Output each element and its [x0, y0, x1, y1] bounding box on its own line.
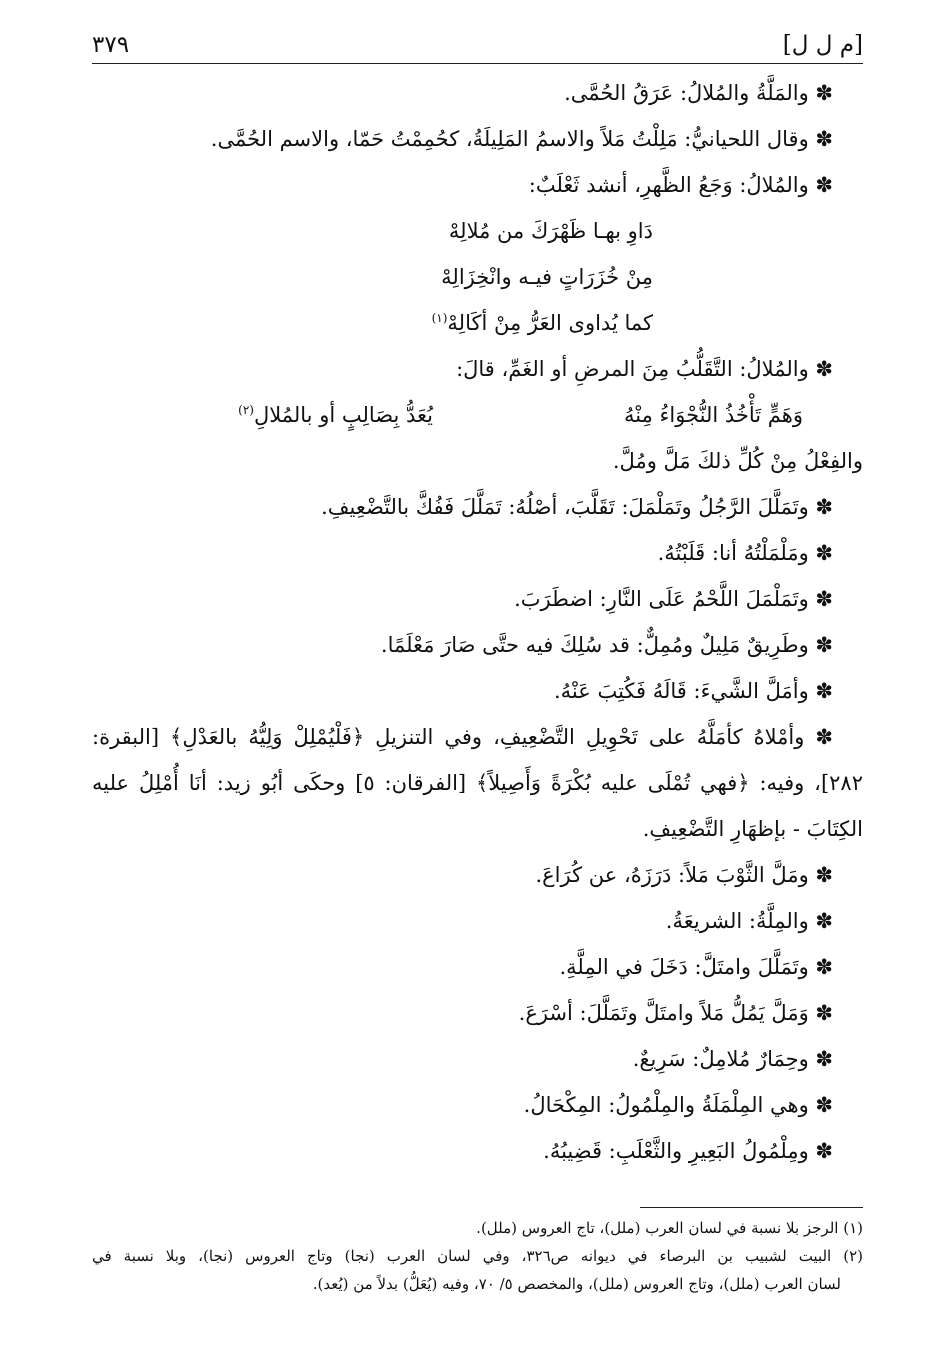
verse-line: دَاوِ بهـا ظَهْرَكَ من مُلالِهْ: [448, 219, 653, 243]
footnote-ref: (١): [431, 311, 448, 325]
verse-line: [92, 300, 863, 346]
entry-body: [92, 70, 863, 1174]
entry-line: ✽ وقال اللحيانيُّ: مَلِلْتُ مَلاً والاسمُ المَلِيلَةُ، كحُمِمْتُ حَمّا، والاسم الحُمَّى.: [210, 127, 833, 151]
verse-line: مِنْ خُزَرَاتٍ فيـه وانْخِزَالِهْ: [441, 265, 653, 289]
footnote-2-continued: لسان العرب (ملل)، وتاج العروس (ملل)، والمخصص ٥/ ٧٠، وفيه (يُعَلُّ) بدلاً من (يُعد).: [312, 1275, 841, 1293]
page-number: ٣٧٩: [92, 32, 130, 58]
entry-line: ✽ ومِلْمُولُ البَعِيرِ والثَّعْلَبِ: قَضِيبُهُ.: [543, 1139, 833, 1163]
footnotes: [92, 1214, 863, 1298]
entry-line: الكِتَابَ - بإظهَارِ التَّضْعِيفِ.: [642, 817, 863, 841]
entry-line: ✽ والمُلالُ: التَّقَلُّبُ مِنَ المرضِ أو الغَمِّ، قالَ:: [456, 357, 833, 381]
hemistich-second: [92, 392, 433, 438]
entry-line: ✽ والمُلالُ: وَجَعُ الظَّهرِ، أنشد ثَعْلَبٌ:: [528, 173, 833, 197]
entry-line: ✽ وأمْلاهُ كأمَلَّهُ على تَحْوِيلِ التَّضْعِيفِ، وفي التنزيلِ ﴿فَلْيُمْلِلْ وَلِيُّهُ بالعَدْلِ﴾ [البقرة:: [92, 725, 833, 749]
entry-line: ✽ وحِمَارٌ مُلامِلٌ: سَرِيعٌ.: [632, 1047, 833, 1071]
hemistich-text: يُعَدُّ بِصَالِبٍ أو بالمُلالِ: [253, 403, 433, 427]
entry-line: ✽ وأمَلَّ الشَّيءَ: قَالَهُ فَكُتِبَ عَنْهُ.: [553, 679, 833, 703]
running-head: [92, 28, 863, 62]
footnote-ref: (٢): [238, 403, 254, 417]
root-label: [م ل ل]: [782, 32, 863, 58]
entry-line: ✽ وتَمَلَّلَ وامتَلَّ: دَخَلَ في المِلَّةِ.: [559, 955, 833, 979]
entry-line: ✽ ومَلْمَلْتُهُ أنا: قَلَبْتُهُ.: [657, 541, 833, 565]
entry-line: ✽ وتَمَلْمَلَ اللَّحْمُ عَلَى النَّارِ: اضطَرَبَ.: [514, 587, 833, 611]
hemistich-first: وَهَمٍّ تَأْخُذُ النُّجْوَاءُ مِنْهُ: [624, 403, 803, 427]
footnote-2: (٢) البيت لشبيب بن البرصاء في ديوانه ص٣٢٦، وفي لسان العرب (نجا) وتاج العروس (نجا)، وبلا نسبة في: [92, 1247, 863, 1265]
verse-couplet: [92, 392, 863, 438]
entry-line: ✽ وتَمَلَّلَ الرَّجُلُ وتَمَلْمَلَ: تَقَلَّبَ، أصْلُهُ: تَمَلَّلَ فَفُكَّ بالتَّضْعِيفِ.: [321, 495, 833, 519]
entry-line: والفِعْلُ مِنْ كُلِّ ذلكَ مَلَّ ومُلَّ.: [612, 449, 863, 473]
entry-line: ٢٨٢]، وفيه: ﴿فهي تُمْلَى عليه بُكْرَةً وَأَصِيلاً﴾ [الفرقان: ٥] وحكَى أبُو زيد: أنَا أُمْلِلُ عليه: [92, 771, 863, 795]
header-rule: [92, 63, 863, 64]
entry-line: ✽ والمِلَّةُ: الشريعَةُ.: [665, 909, 833, 933]
entry-line: ✽ وهي المِلْمَلَةُ والمِلْمُولُ: المِكْحَالُ.: [523, 1093, 833, 1117]
entry-line: ✽ ومَلَّ الثَّوْبَ مَلاً: دَرَزَهُ، عن كُرَاعَ.: [535, 863, 833, 887]
footnote-1: (١) الرجز بلا نسبة في لسان العرب (ملل)، تاج العروس (ملل).: [476, 1219, 863, 1237]
entry-line: ✽ والمَلَّةُ والمُلالُ: عَرَقُ الحُمَّى.: [564, 81, 833, 105]
entry-line: ✽ وطَرِيقٌ مَلِيلٌ ومُمِلٌّ: قد سُلِكَ فيه حتَّى صَارَ مَعْلَمًا.: [380, 633, 833, 657]
verse-text: كما يُداوى العَرُّ مِنْ أكَالِهْ: [447, 311, 653, 335]
footnote-rule: [640, 1207, 863, 1208]
entry-line: ✽ وَمَلَّ يَمُلُّ مَلاً وامتَلَّ وتَمَلَّلَ: أسْرَعَ.: [518, 1001, 833, 1025]
